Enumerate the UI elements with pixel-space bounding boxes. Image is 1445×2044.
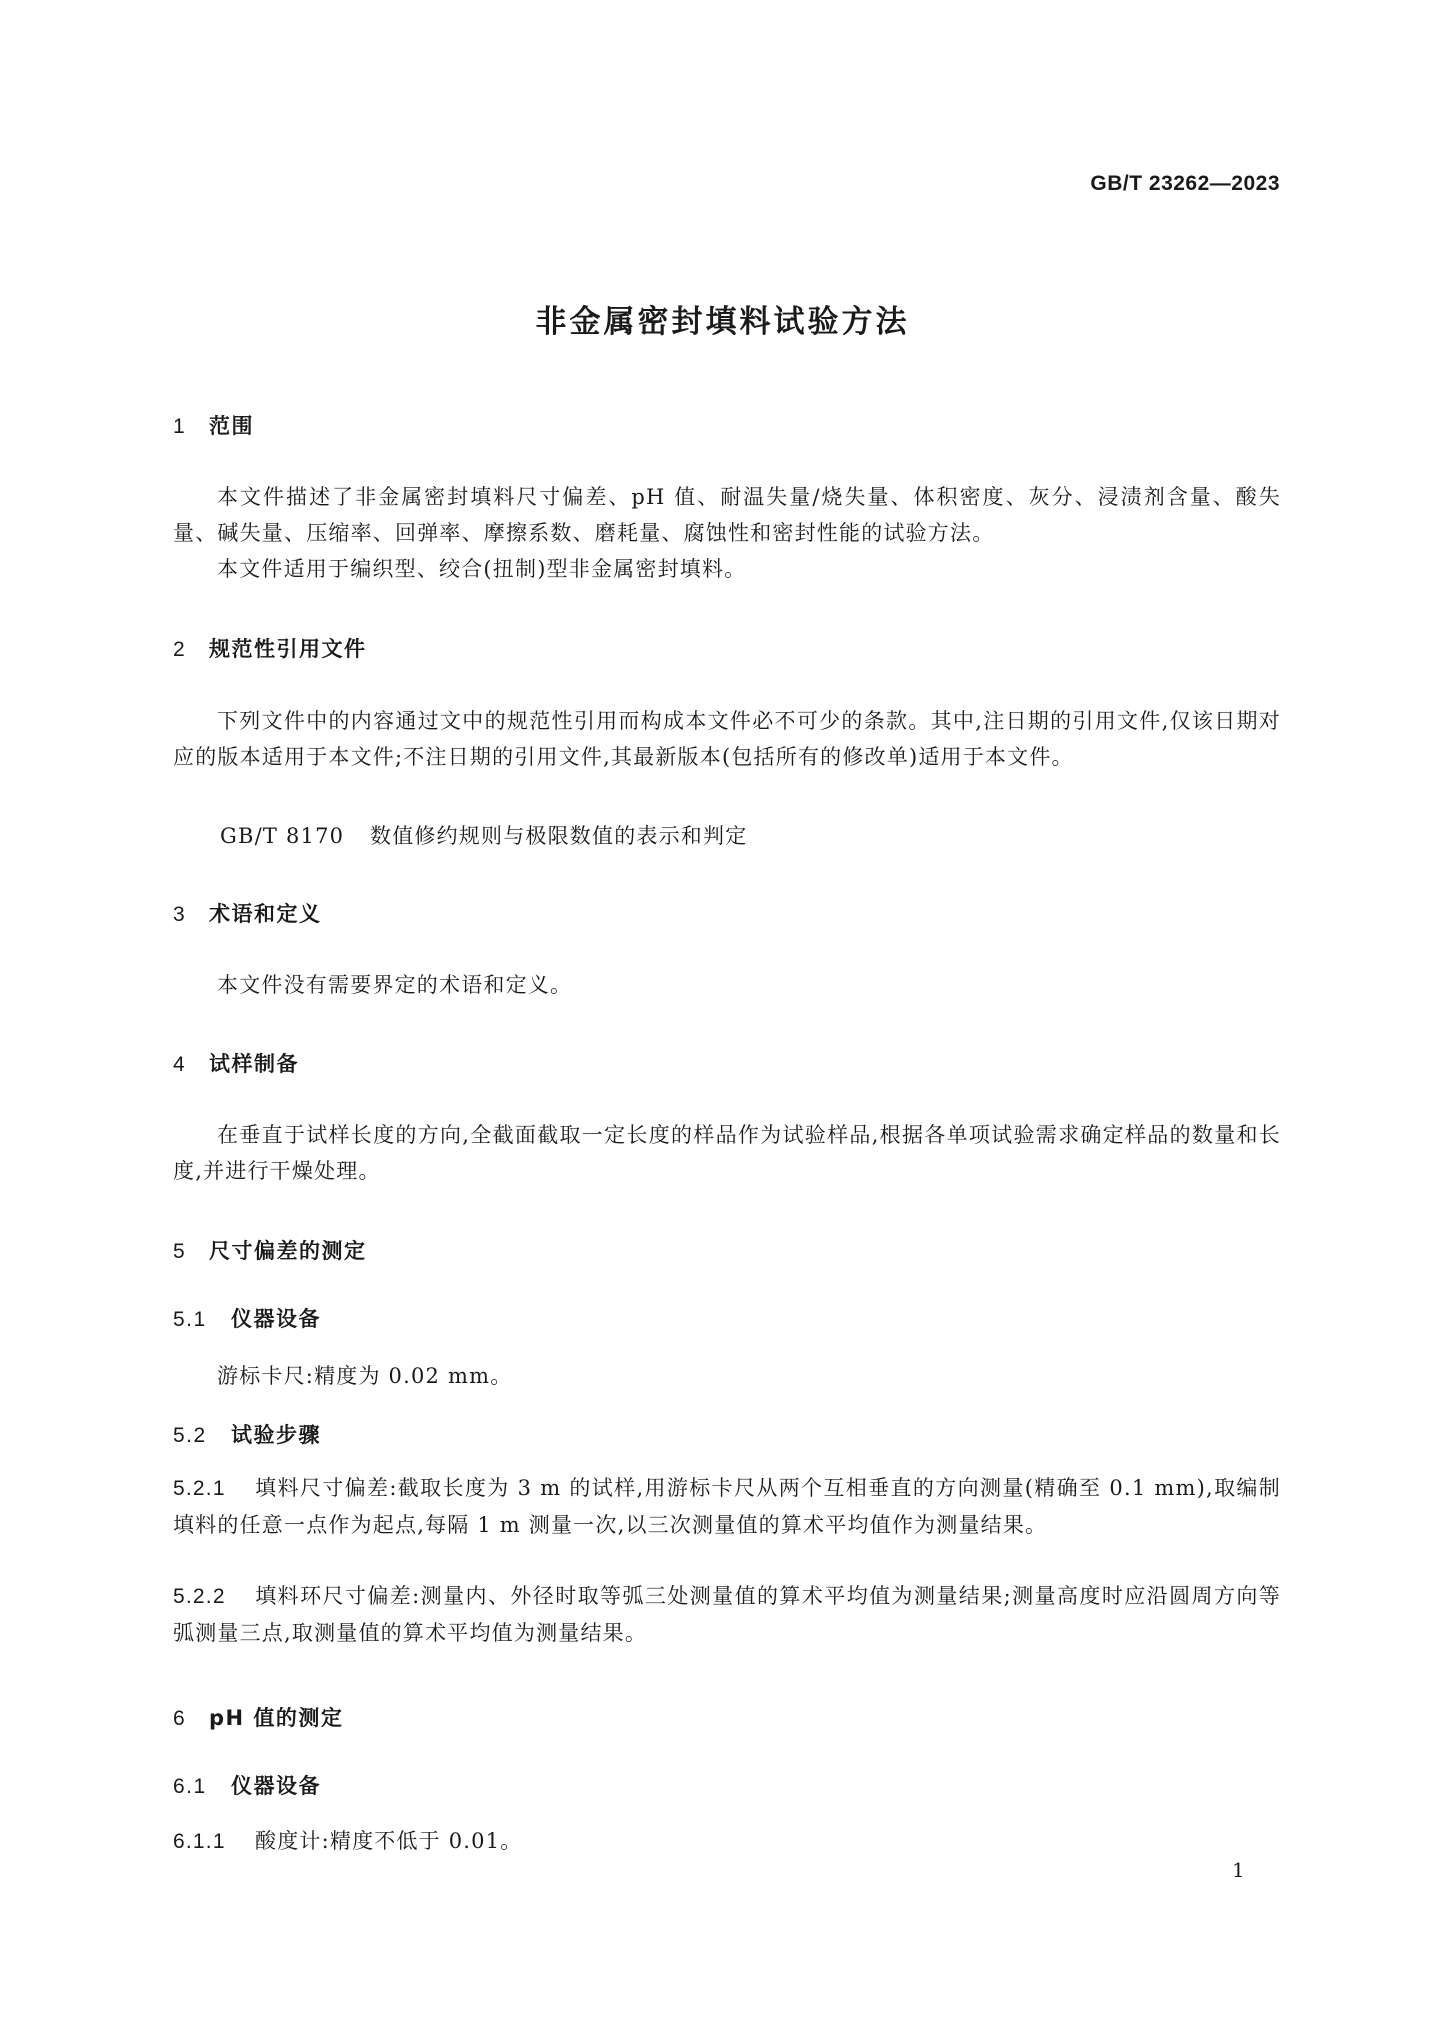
section-6-heading xyxy=(173,1702,343,1732)
section-title: 规范性引用文件 xyxy=(209,637,367,661)
clause-text: 酸度计:精度不低于 0.01。 xyxy=(255,1829,523,1853)
section-3-heading xyxy=(173,898,322,928)
standard-number: GB/T 23262—2023 xyxy=(1090,172,1280,195)
section-3-paragraph-1: 本文件没有需要界定的术语和定义。 xyxy=(217,973,573,997)
clause-6-1-1 xyxy=(173,1823,1281,1860)
section-1-paragraph-1: 本文件描述了非金属密封填料尺寸偏差、pH 值、耐温失量/烧失量、体积密度、灰分、浸渍剂含量、酸失量、碱失量、压缩率、回弹率、摩擦系数、磨耗量、腐蚀性和密封性能的试验方法。 xyxy=(173,485,1281,545)
section-1-heading xyxy=(173,410,254,440)
clause-5-2-1 xyxy=(173,1470,1281,1543)
section-number: 6 xyxy=(173,1707,187,1730)
clause-number: 5.2.2 xyxy=(173,1585,226,1608)
section-5-1-heading xyxy=(173,1303,321,1333)
section-title: pH 值的测定 xyxy=(209,1706,344,1730)
clause-text: 填料环尺寸偏差:测量内、外径时取等弧三处测量值的算术平均值为测量结果;测量高度时应沿圆周方向等弧测量三点,取测量值的算术平均值为测量结果。 xyxy=(173,1584,1281,1645)
section-title: 试样制备 xyxy=(209,1052,299,1076)
document-title: 非金属密封填料试验方法 xyxy=(535,304,910,340)
section-2-heading xyxy=(173,633,367,663)
section-number: 1 xyxy=(173,415,187,438)
subsection-title: 仪器设备 xyxy=(231,1307,321,1331)
subsection-number: 5.2 xyxy=(173,1424,207,1447)
section-5-2-heading xyxy=(173,1419,321,1449)
subsection-number: 6.1 xyxy=(173,1775,207,1798)
subsection-title: 仪器设备 xyxy=(231,1774,321,1798)
subsection-title: 试验步骤 xyxy=(231,1423,321,1447)
normative-reference xyxy=(220,820,747,850)
clause-number: 6.1.1 xyxy=(173,1830,226,1853)
reference-code: GB/T 8170 xyxy=(220,824,345,848)
section-number: 5 xyxy=(173,1240,187,1263)
section-5-heading xyxy=(173,1235,367,1265)
clause-text: 填料尺寸偏差:截取长度为 3 m 的试样,用游标卡尺从两个互相垂直的方向测量(精确至 0.1 mm),取编制填料的任意一点作为起点,每隔 1 m 测量一次,以三次测量值的算术平均值作为测量结果。 xyxy=(173,1476,1281,1537)
section-number: 2 xyxy=(173,638,187,661)
section-title: 术语和定义 xyxy=(209,902,322,926)
section-title: 尺寸偏差的测定 xyxy=(209,1239,367,1263)
section-4-paragraph-1: 在垂直于试样长度的方向,全截面截取一定长度的样品作为试验样品,根据各单项试验需求确定样品的数量和长度,并进行干燥处理。 xyxy=(173,1123,1281,1183)
section-1-paragraph-2: 本文件适用于编织型、绞合(扭制)型非金属密封填料。 xyxy=(217,557,747,581)
subsection-number: 5.1 xyxy=(173,1308,207,1331)
section-number: 4 xyxy=(173,1053,187,1076)
section-4-heading xyxy=(173,1048,299,1078)
reference-title: 数值修约规则与极限数值的表示和判定 xyxy=(370,824,748,848)
section-2-paragraph-1: 下列文件中的内容通过文中的规范性引用而构成本文件必不可少的条款。其中,注日期的引用文件,仅该日期对应的版本适用于本文件;不注日期的引用文件,其最新版本(包括所有的修改单)适用于本文件。 xyxy=(173,709,1281,769)
section-6-1-heading xyxy=(173,1770,321,1800)
page-number: 1 xyxy=(1232,1858,1245,1882)
section-number: 3 xyxy=(173,903,187,926)
section-5-1-paragraph: 游标卡尺:精度为 0.02 mm。 xyxy=(217,1364,513,1388)
section-title: 范围 xyxy=(209,414,254,438)
clause-5-2-2 xyxy=(173,1578,1281,1651)
clause-number: 5.2.1 xyxy=(173,1477,226,1500)
